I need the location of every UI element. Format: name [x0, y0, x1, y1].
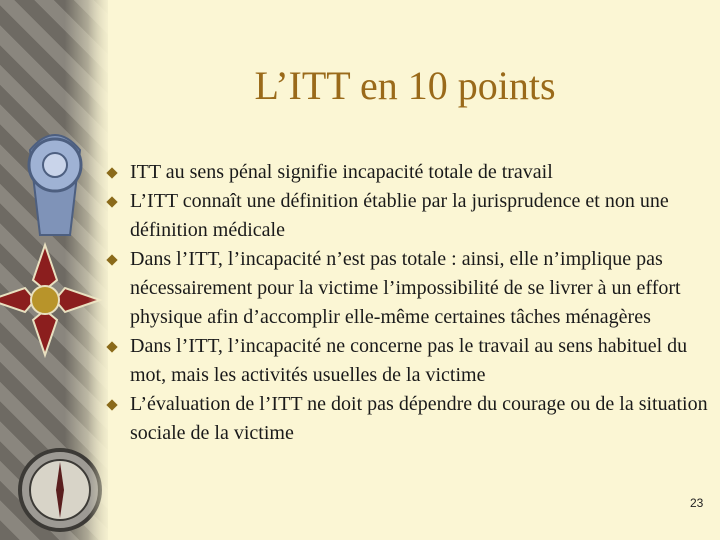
bullet-text: L’évaluation de l’ITT ne doit pas dépendre du courage ou de la situation sociale de la victime	[130, 393, 708, 444]
bullet-text: Dans l’ITT, l’incapacité n’est pas totale : ainsi, elle n’implique pas nécessairement pour la victime l’impossibilité de se livrer à un effort physique afin d’accomplir elle-même certaines tâches ménagères	[130, 248, 681, 328]
page-number: 23	[690, 496, 704, 510]
diamond-icon	[106, 399, 117, 410]
bullet-text: L’ITT connaît une définition établie par la jurisprudence et non une définition médicale	[130, 190, 669, 241]
bullet-text: Dans l’ITT, l’incapacité ne concerne pas le travail au sens habituel du mot, mais les activités usuelles de la victime	[130, 335, 688, 386]
diamond-icon	[106, 196, 117, 207]
diamond-icon	[106, 341, 117, 352]
bullet-item	[106, 332, 718, 390]
slide-title: L’ITT en 10 points	[254, 63, 556, 108]
bullet-item	[106, 245, 718, 332]
bullet-item	[106, 158, 718, 187]
bullet-item	[106, 187, 718, 245]
diamond-icon	[106, 254, 117, 265]
bullet-text: ITT au sens pénal signifie incapacité totale de travail	[130, 161, 553, 183]
diamond-icon	[106, 167, 117, 178]
bullet-item	[106, 390, 718, 448]
bullet-list	[106, 158, 718, 448]
